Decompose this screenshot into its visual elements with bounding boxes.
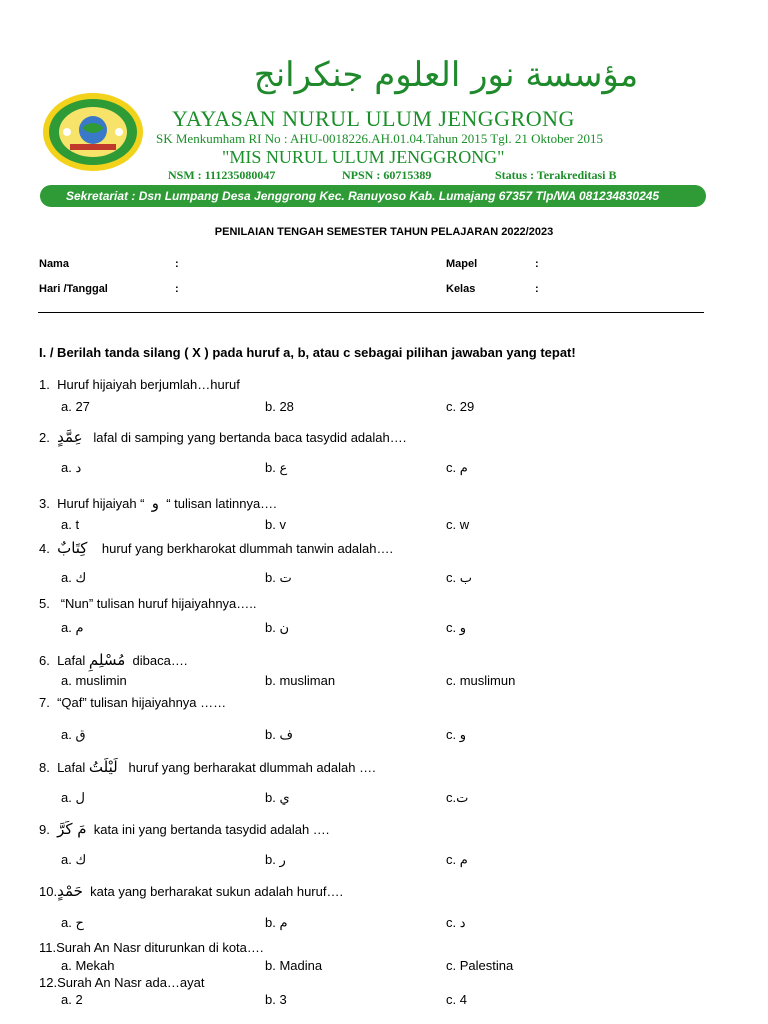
question-4: 4. كِتَابٌ huruf yang berkharokat dlummah tanwin adalah…. [39, 539, 394, 557]
q11-option-b[interactable]: b. Madina [265, 958, 323, 973]
question-7: 7. “Qaf” tulisan hijaiyahnya …… [39, 695, 227, 710]
nsm-number: NSM : 111235080047 [168, 168, 276, 182]
q2-option-a[interactable]: a. د [61, 460, 82, 475]
sk-registration: SK Menkumham RI No : AHU-0018226.AH.01.04.Tahun 2015 Tgl. 21 Oktober 2015 [156, 131, 603, 146]
q6-option-a[interactable]: a. muslimin [61, 673, 127, 688]
arabic-word: حَمْدٍ [57, 882, 83, 900]
mapel-colon: : [535, 258, 539, 270]
q8-option-b[interactable]: b. ي [265, 790, 290, 805]
question-6: 6. Lafal مُسْلِمِ dibaca…. [39, 651, 188, 669]
question-10: 10.حَمْدٍ kata yang berharakat sukun adalah huruf…. [39, 882, 344, 900]
kelas-colon: : [535, 283, 539, 295]
hari-colon: : [175, 283, 179, 295]
q4-option-a[interactable]: a. ك [61, 570, 87, 585]
arabic-word: مَ كَرَّ [57, 820, 87, 838]
q10-option-c[interactable]: c. د [446, 915, 466, 930]
q3-option-a[interactable]: a. t [61, 517, 80, 532]
arabic-foundation-name: مؤسسة نور العلوم جنكرانج [253, 55, 639, 95]
q12-option-b[interactable]: b. 3 [265, 992, 287, 1007]
q2-option-b[interactable]: b. ع [265, 460, 288, 475]
q1-option-a[interactable]: a. 27 [61, 399, 90, 414]
q7-option-b[interactable]: b. ف [265, 727, 293, 742]
school-name: "MIS NURUL ULUM JENGGRONG" [222, 147, 505, 167]
q12-option-a[interactable]: a. 2 [61, 992, 83, 1007]
q10-option-b[interactable]: b. م [265, 915, 288, 930]
q9-option-a[interactable]: a. ك [61, 852, 87, 867]
mapel-label: Mapel [446, 258, 478, 270]
q12-option-c[interactable]: c. 4 [446, 992, 467, 1007]
arabic-word: عِمَّدٍ [57, 428, 83, 446]
q1-option-b[interactable]: b. 28 [265, 399, 294, 414]
question-11: 11.Surah An Nasr diturunkan di kota…. [39, 940, 264, 955]
q10-option-a[interactable]: a. ح [61, 915, 84, 930]
arabic-word: كِتَابٌ [57, 539, 88, 557]
q3-option-c[interactable]: c. w [446, 517, 470, 532]
hari-tanggal-label: Hari /Tanggal [39, 283, 108, 295]
q5-option-b[interactable]: b. ن [265, 620, 290, 635]
q7-option-c[interactable]: c. و [446, 727, 467, 742]
q6-option-c[interactable]: c. muslimun [446, 673, 516, 688]
q11-option-c[interactable]: c. Palestina [446, 958, 514, 973]
q9-option-c[interactable]: c. م [446, 852, 468, 867]
instruction: I. / Berilah tanda silang ( X ) pada huruf a, b, atau c sebagai pilihan jawaban yang tepat! [39, 345, 576, 360]
q1-option-c[interactable]: c. 29 [446, 399, 475, 414]
q6-option-b[interactable]: b. musliman [265, 673, 336, 688]
q8-option-a[interactable]: a. ل [61, 790, 85, 805]
header-divider [38, 312, 704, 313]
question-8: 8. Lafal لَيْلَتُ huruf yang berharakat dlummah adalah …. [39, 758, 376, 776]
question-9: 9. مَ كَرَّ kata ini yang bertanda tasydid adalah …. [39, 820, 330, 838]
question-1: 1. Huruf hijaiyah berjumlah…huruf [39, 377, 240, 392]
q4-option-c[interactable]: c. ب [446, 570, 472, 585]
q3-option-b[interactable]: b. v [265, 517, 286, 532]
exam-title: PENILAIAN TENGAH SEMESTER TAHUN PELAJARAN 2022/2023 [214, 226, 554, 238]
question-3: 3. Huruf hijaiyah “ و “ tulisan latinnya…. [39, 494, 277, 512]
nama-colon: : [175, 258, 179, 270]
q5-option-c[interactable]: c. و [446, 620, 467, 635]
nama-label: Nama [39, 258, 69, 270]
question-5: 5. “Nun” tulisan huruf hijaiyahnya….. [39, 596, 257, 611]
npsn-number: NPSN : 60715389 [342, 168, 432, 182]
kelas-label: Kelas [446, 283, 476, 295]
question-2: 2. عِمَّدٍ lafal di samping yang bertanda baca tasydid adalah…. [39, 428, 407, 446]
secretariat-address: Sekretariat : Dsn Lumpang Desa Jenggrong Kec. Ranuyoso Kab. Lumajang 67357 Tlp/WA 081234830245 [66, 189, 660, 203]
foundation-name: YAYASAN NURUL ULUM JENGGRONG [172, 106, 575, 131]
arabic-word: مُسْلِمِ [88, 651, 126, 669]
arabic-word: لَيْلَتُ [88, 758, 118, 776]
q4-option-b[interactable]: b. ت [265, 570, 292, 585]
q7-option-a[interactable]: a. ق [61, 727, 86, 742]
school-logo [42, 92, 144, 172]
q11-option-a[interactable]: a. Mekah [61, 958, 115, 973]
q8-option-c[interactable]: c.ت [446, 790, 469, 805]
accreditation-status: Status : Terakreditasi B [495, 168, 617, 182]
arabic-letter: و [151, 494, 159, 512]
question-12: 12.Surah An Nasr ada…ayat [39, 975, 205, 990]
q5-option-a[interactable]: a. م [61, 620, 84, 635]
q9-option-b[interactable]: b. ر [265, 852, 286, 867]
q2-option-c[interactable]: c. م [446, 460, 468, 475]
